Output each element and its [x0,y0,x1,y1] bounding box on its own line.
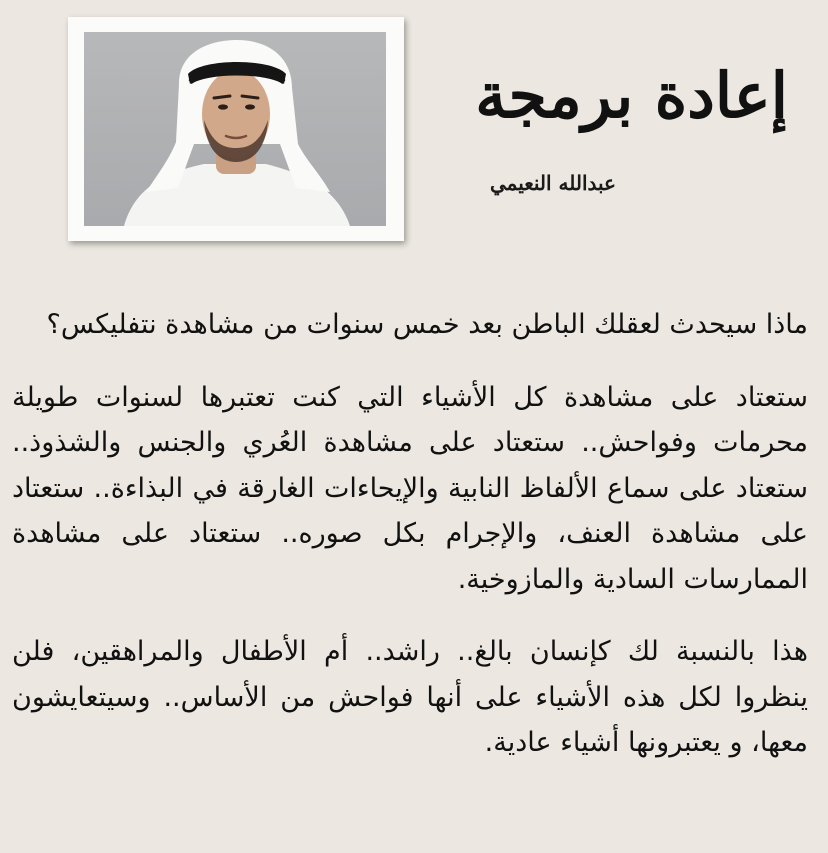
article-body [12,302,808,766]
paragraph-2: ستعتاد على مشاهدة كل الأشياء التي كنت تعتبرها لسنوات طويلة محرمات وفواحش.. ستعتاد على مشاهدة العُري والجنس والشذوذ.. ستعتاد على سماع الألفاظ النابية والإيحاءات الغارقة في البذاءة.. ستعتاد على مشاهدة العنف، والإجرام بكل صوره.. ستعتاد على مشاهدة الممارسات السادية والمازوخية. [12,381,808,595]
paragraph-1: ماذا سيحدث لعقلك الباطن بعد خمس سنوات من مشاهدة نتفليكس؟ [46,309,808,340]
photo-frame [68,17,404,241]
column-title: إعادة برمجة [475,59,788,132]
author-photo [84,32,386,226]
author-name: عبدالله النعيمي [489,171,616,195]
author-portrait-image [84,32,386,226]
paragraph-3: هذا بالنسبة لك كإنسان بالغ.. راشد.. أم الأطفال والمراهقين، فلن ينظروا لكل هذه الأشياء على أنها فواحش من الأساس.. وسيتعايشون معها، و يعتبرونها أشياء عادية. [12,636,808,758]
